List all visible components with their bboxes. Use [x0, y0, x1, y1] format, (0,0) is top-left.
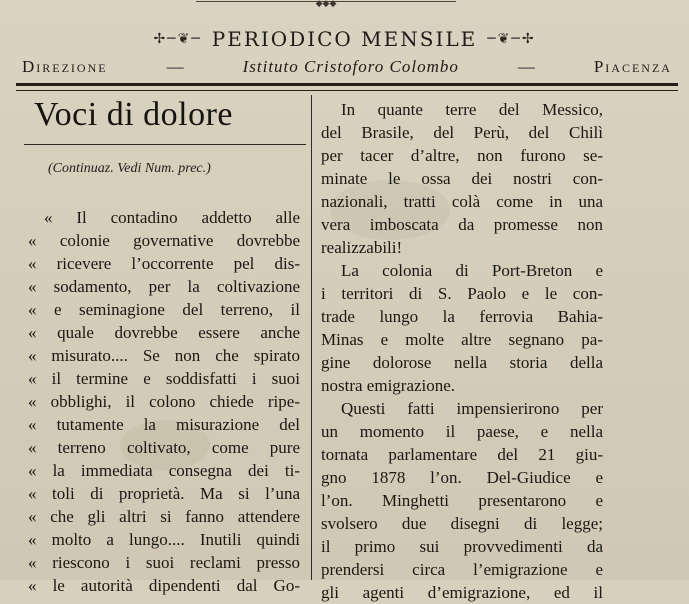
- text-line: « sodamento, per la coltivazione: [28, 277, 300, 296]
- text-line: « che gli altri si fanno attendere: [28, 507, 300, 526]
- title-underline: [24, 144, 306, 145]
- masthead-subtitle: [22, 57, 672, 77]
- right-column-text: [321, 98, 603, 604]
- masthead-title: [0, 27, 689, 51]
- text-line: « colonie governative dovrebbe: [28, 231, 300, 250]
- text-line: minate le ossa dei nostri con-: [321, 169, 603, 188]
- text-line: « e seminagione del terreno, il: [28, 300, 300, 319]
- header-rule-thin: [16, 90, 678, 91]
- dash-separator: —: [166, 57, 184, 76]
- article-title: Voci di dolore: [34, 96, 234, 133]
- masthead-title-text: PERIODICO MENSILE: [211, 27, 478, 51]
- text-line: per tacer d’altre, non furono se-: [321, 146, 603, 165]
- continuation-note: (Continuaz. Vedi Num. prec.): [48, 161, 211, 176]
- text-line: nazionali, tratti colà come in una: [321, 192, 603, 211]
- text-line: In quante terre del Messico,: [341, 100, 603, 119]
- text-line: La colonia di Port-Breton e: [341, 261, 603, 280]
- text-line: « molto a lungo.... Inutili quindi: [28, 530, 300, 549]
- text-line: « Il contadino addetto alle: [44, 208, 300, 227]
- text-line: gno 1878 l’on. Del-Giudice e: [321, 468, 603, 487]
- text-line: nostra emigrazione.: [321, 376, 456, 395]
- text-line: svolsero due disegni di legge;: [321, 514, 603, 533]
- text-line: « le autorità dipendenti dal Go-: [28, 576, 300, 595]
- dash-separator: —: [517, 57, 535, 76]
- text-line: « riescono i suoi reclami presso: [28, 553, 300, 572]
- text-line: gine dolorose nella storia della: [321, 353, 603, 372]
- text-line: gli agenti d’emigrazione, ed il: [321, 583, 603, 602]
- text-line: l’on. Minghetti presentarono e: [321, 491, 603, 510]
- right-fleuron-icon: ─❦─✢: [487, 31, 536, 47]
- text-line: Minas e molte altre segnano pa-: [321, 330, 603, 349]
- left-column-text: [28, 206, 300, 597]
- text-line: vera imboscata da promesse non: [321, 215, 603, 234]
- text-line: « misurato.... Se non che spirato: [28, 346, 300, 365]
- text-line: il primo sui provvedimenti da: [321, 537, 603, 556]
- text-line: « terreno coltivato, come pure: [28, 438, 300, 457]
- istituto-name: Istituto Cristoforo Colombo: [242, 57, 459, 76]
- city-name: Piacenza: [593, 57, 672, 76]
- text-line: « il termine e soddisfatti i suoi: [28, 369, 300, 388]
- left-fleuron-icon: ✢─❦─: [153, 31, 202, 47]
- text-line: « obblighi, il colono chiede ripe-: [28, 392, 300, 411]
- text-line: « la immediata consegna dei ti-: [28, 461, 300, 480]
- text-line: un momento il paese, e nella: [321, 422, 603, 441]
- text-line: tornata parlamentare del 21 giu-: [321, 445, 603, 464]
- text-line: « ricevere l’occorrente pel dis-: [28, 254, 300, 273]
- direzione-label: Direzione: [22, 57, 108, 76]
- text-line: « toli di proprietà. Ma si l’una: [28, 484, 300, 503]
- text-line: realizzabili!: [321, 238, 403, 257]
- top-ornament-icon: ◆◆◆: [315, 0, 337, 9]
- text-line: Questi fatti impensierirono per: [341, 399, 603, 418]
- text-line: prendersi circa l’emigrazione e: [321, 560, 603, 579]
- text-line: « tutamente la misurazione del: [28, 415, 300, 434]
- text-line: trade lungo la ferrovia Bahia-: [321, 307, 603, 326]
- text-line: « quale dovrebbe essere anche: [28, 323, 300, 342]
- header-rule-thick: [16, 83, 678, 86]
- text-line: i territori di S. Paolo e le con-: [321, 284, 603, 303]
- text-line: del Brasile, del Perù, del Chilì: [321, 123, 603, 142]
- column-divider: [311, 95, 312, 580]
